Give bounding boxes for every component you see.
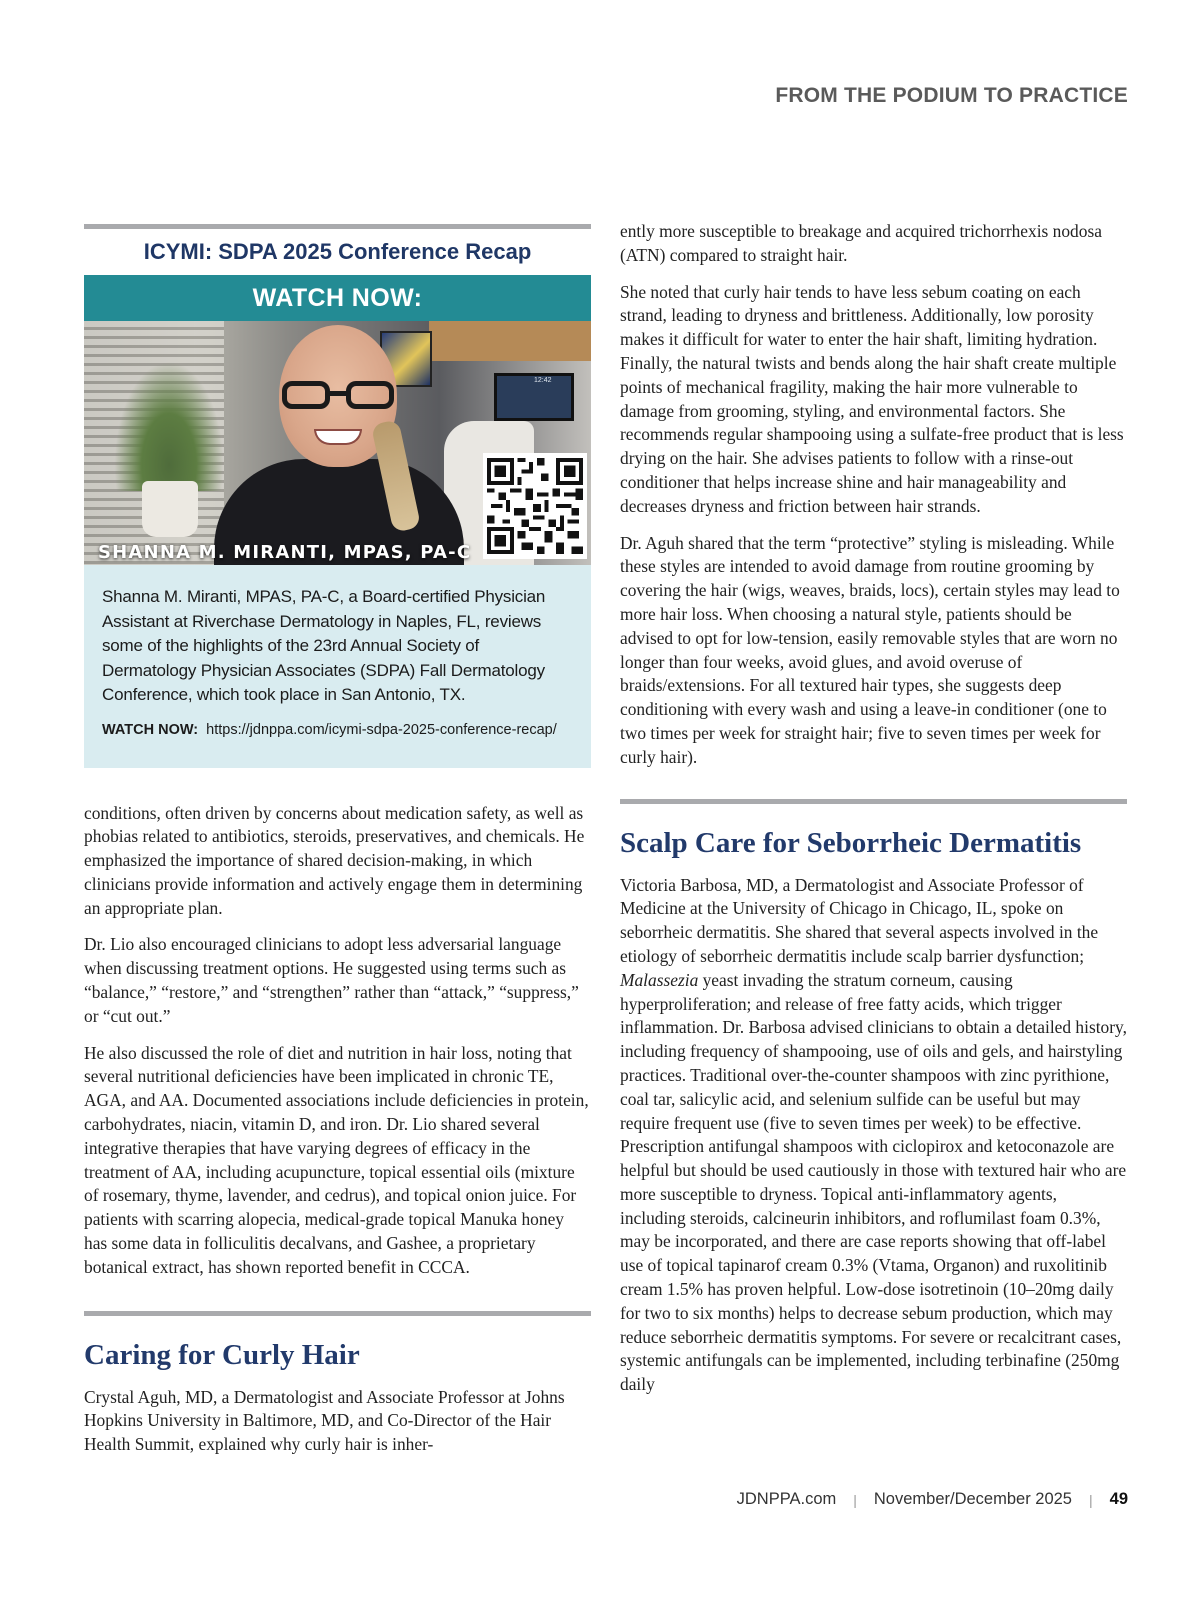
section-heading-scalp-care: Scalp Care for Seborrheic Dermatitis <box>620 826 1082 859</box>
plant-image <box>114 361 224 491</box>
page-footer <box>737 1490 1128 1509</box>
promo-link-label: WATCH NOW: <box>102 721 199 738</box>
footer-issue: November/December 2025 <box>873 1490 1072 1508</box>
video-promo-box <box>84 275 591 768</box>
promo-body <box>84 565 591 768</box>
plant-pot-image <box>142 481 198 537</box>
speaker-portrait <box>214 321 464 565</box>
left-paragraph-1: conditions, often driven by concerns about medication safety, as well as phobias related to antibiotics, steroids, preservatives, and chemicals. He emphasized the importance of shared decision-making, in which clinicians provide information and actively engage them in determining an appropriate plan. <box>84 802 585 918</box>
right-column <box>620 220 1127 1410</box>
section-rule-scalp-care <box>620 799 1127 804</box>
footer-separator-2: | <box>1089 1491 1093 1508</box>
watch-now-banner[interactable]: WATCH NOW: <box>84 275 591 321</box>
malassezia-term: Malassezia <box>620 969 699 990</box>
monitor-clock: 12:42 <box>534 377 552 384</box>
section-rule-curly-hair <box>84 1311 591 1316</box>
scalp-care-text-b: yeast invading the stratum corneum, causing hyperproliferation; and release of free fatty acids, which trigger inflammation. Dr. Barbosa advised clinicians to obtain a detailed history, including frequency of shampooing, use of oils and gels, and hairstyling practices. Traditional over-the-counter shampoos with zinc pyrithione, coal tar, salicylic acid, and selenium sulfide can be useful but may require frequent use (five to seven times per week) to be effective. Prescription antifungal shampoos with ciclopirox and ketoconazole are helpful but should be used cautiously in those with textured hair who are more susceptible to dryness. Topical anti-inflammatory agents, including steroids, calcineurin inhibitors, and roflumilast foam 0.3%, may be incorporated, and there are case reports showing that off-label use of topical tapinarof cream 0.3% (Vtama, Organon) and ruxolitinib cream 1.5% has proven helpful. Low-dose isotretinoin (10–20mg daily for two to six months) helps to decrease sebum production, which may reduce seborrheic dermatitis symptoms. For severe or recalcitrant cases, systemic antifungals can be implemented, including terbinafine (250mg daily <box>620 969 1127 1395</box>
footer-separator-1: | <box>853 1491 857 1508</box>
sidebar-title: ICYMI: SDPA 2025 Conference Recap <box>143 239 532 264</box>
glasses-icon <box>282 381 394 409</box>
left-paragraph-2: Dr. Lio also encouraged clinicians to adopt less adversarial language when discussing treatment options. He suggested using terms such as “balance,” “restore,” and “strengthen” rather than “attack,” “suppress,” or “cut out.” <box>84 934 579 1026</box>
curly-hair-paragraph: Crystal Aguh, MD, a Dermatologist and Associate Professor at Johns Hopkins University in Baltimore, MD, and Co-Director of the Hair Health Summit, explained why curly hair is inher- <box>84 1386 565 1455</box>
sidebar-top-rule <box>84 224 591 229</box>
video-name-caption: SHANNA M. MIRANTI, MPAS, PA-C <box>98 542 472 563</box>
scalp-care-text-a: Victoria Barbosa, MD, a Dermatologist and Associate Professor of Medicine at the University of Chicago in Chicago, IL, spoke on seborrheic dermatitis. She shared that several aspects involved in the etiology of seborrheic dermatitis include scalp barrier dysfunction; <box>620 874 1099 966</box>
video-thumbnail[interactable] <box>84 321 591 565</box>
scalp-care-paragraph <box>620 874 1127 1398</box>
running-head: FROM THE PODIUM TO PRACTICE <box>775 84 1128 107</box>
promo-link-line <box>102 722 573 738</box>
promo-description: Shanna M. Miranti, MPAS, PA-C, a Board-certified Physician Assistant at Riverchase Dermatology in Naples, FL, reviews some of the highlights of the 23rd Annual Society of Dermatology Physician Associates (SDPA) Fall Dermatology Conference, which took place in San Antonio, TX. <box>102 587 546 704</box>
left-column <box>84 224 591 1470</box>
footer-site: JDNPPA.com <box>736 1490 837 1508</box>
promo-link-url[interactable]: https://jdnppa.com/icymi-sdpa-2025-conference-recap/ <box>206 721 557 738</box>
section-heading-curly-hair: Caring for Curly Hair <box>84 1338 360 1371</box>
left-paragraph-3: He also discussed the role of diet and nutrition in hair loss, noting that several nutritional deficiencies have been implicated in chronic TE, AGA, and AA. Documented associations include deficiencies in protein, carbohydrates, niacin, vitamin D, and iron. Dr. Lio shared several integrative therapies that have varying degrees of efficacy in the treatment of AA, including acupuncture, topical essential oils (mixture of rosemary, thyme, lavender, and cedrus), and topical onion juice. For patients with scarring alopecia, medical-grade topical Manuka honey has some data in folliculitis decalvans, and Gashee, a proprietary botanical extract, has shown reported benefit in CCCA. <box>84 1042 589 1277</box>
qr-code-icon[interactable] <box>483 453 587 559</box>
right-paragraph-1: ently more susceptible to breakage and acquired trichorrhexis nodosa (ATN) compared to straight hair. <box>620 221 1102 265</box>
right-paragraph-2: She noted that curly hair tends to have less sebum coating on each strand, leading to dryness and brittleness. Additionally, low porosity makes it difficult for water to enter the hair shaft, limiting hydration. Finally, the natural twists and bends along the hair shaft create multiple points of mechanical fragility, making the hair more vulnerable to damage from grooming, styling, and environmental factors. She recommends regular shampooing using a sulfate-free product that is less drying on the hair. She advises patients to follow with a rinse-out conditioner that helps increase shine and hair manageability and decreases dryness and friction between hair strands. <box>620 281 1124 516</box>
right-paragraph-3: Dr. Aguh shared that the term “protective” styling is misleading. While these styles are intended to avoid damage from routine grooming by covering the hair (wigs, weaves, braids, locs), certain styles may lead to more hair loss. When choosing a natural style, patients should be advised to opt for low-tension, easily removable styles that are worn no longer than four weeks, avoid glues, and avoid overuse of braids/extensions. For all textured hair types, she suggests deep conditioning with every wash and using a leave-in conditioner (one to two times per week for straight hair; five to seven times per week for curly hair). <box>620 532 1120 767</box>
page-number: 49 <box>1109 1490 1128 1508</box>
